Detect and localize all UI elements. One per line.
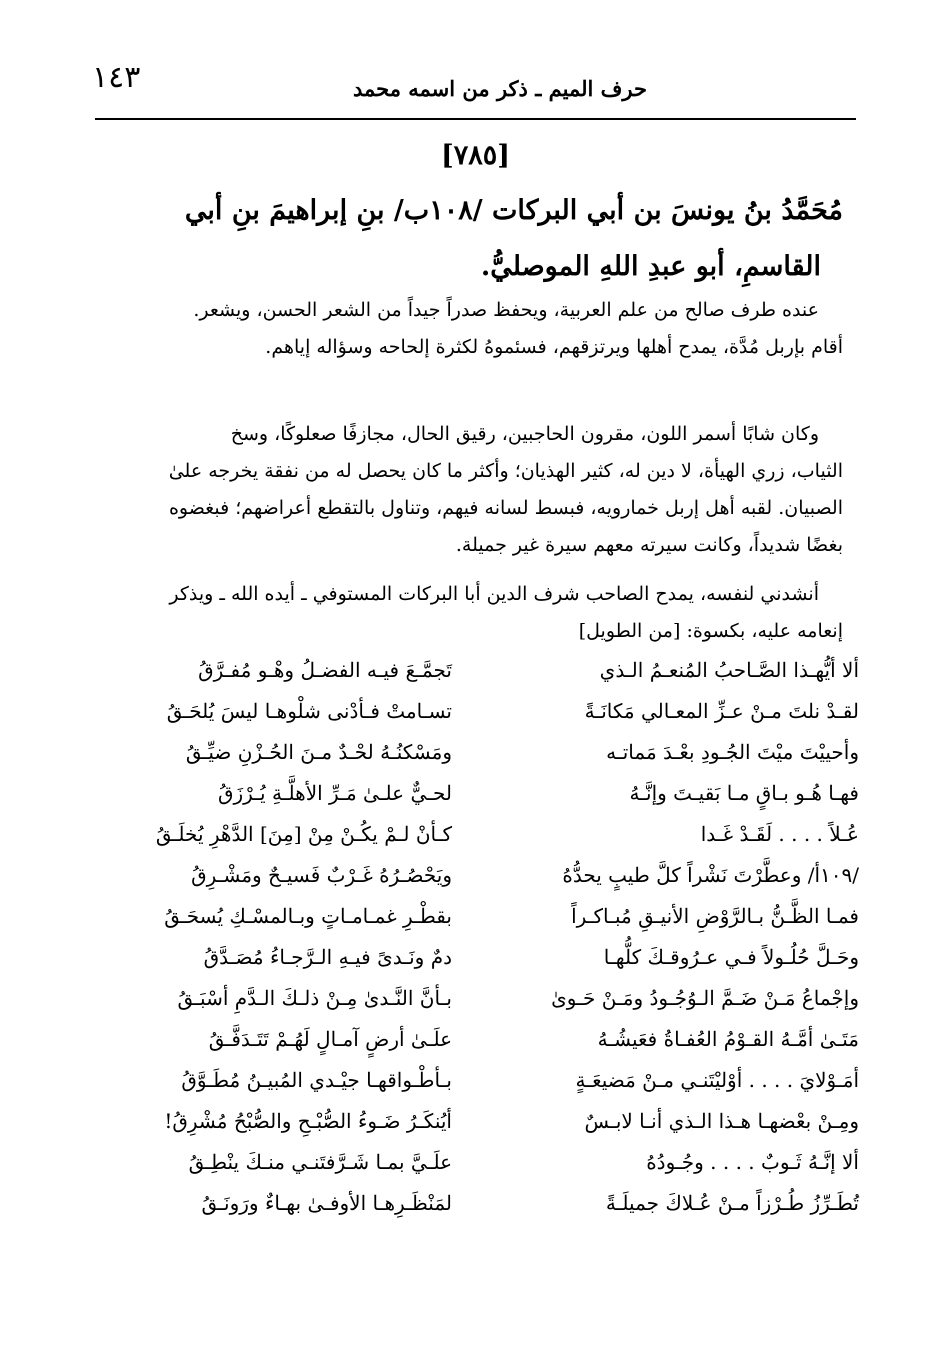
verse-first-hemistich: /١٠٩أ/ وعطَّرْتَ نَشْراً كلَّ طيبٍ يحدُّهُ [562,863,859,887]
verse-first-hemistich: فمـا الظَّـنُّ بـالرَّوْضِ الأنيـقِ مُبـاكـراً [571,904,859,928]
verse-first-hemistich: ومِـنْ بعْضهـا هـذا الـذي أنـا لابـسٌ [584,1109,859,1133]
poem-verse [92,945,859,986]
poem-verse [92,822,859,863]
verse-first-hemistich: ألا أيُّهـذا الصَّـاحبُ المُنعـمُ الـذي [599,658,859,682]
entry-heading-line: مُحَمَّدُ بنُ يونسَ بن أبي البركات /١٠٨ب/ بنِ إبراهيمَ بنِ أبي [184,195,843,226]
verse-first-hemistich: مَتَـىٰ أمَّـهُ القـوْمُ العُفـاةُ فعَيشُـهُ [597,1027,859,1051]
poem-verse [92,1191,859,1232]
poem-verse [92,904,859,945]
paragraph-poem-intro [96,576,843,650]
paragraph-description [96,416,843,564]
verse-second-hemistich: بقطْـرِ غمـامـاتٍ وبـالمسْـكِ يُسحَـقُ [164,904,452,928]
paragraph-line: بغضًا شديداً، وكانت سيرته معهم سيرة غير جميلة. [455,534,843,556]
entry-number: [٧٨٥] [440,140,511,171]
poem-verse [92,1109,859,1150]
verse-second-hemistich: لحـيٌّ علـىٰ مَـرِّ الأهلَّـةِ يُـرْزَقُ [217,781,452,805]
verse-first-hemistich: وإجْماعُ مَـنْ ضَـمَّ الـوُجُـودُ ومَـنْ حَـوىٰ [551,986,859,1010]
poem-verse [92,658,859,699]
header-divider [95,118,856,120]
verse-second-hemistich: تسـامتْ فـأدْنى شلْوهـا ليسَ يُلحَـقُ [166,699,452,723]
verse-first-hemistich: عُـلاً . . . . لَقَـدْ غَـدا [700,822,859,846]
entry-heading-line: القاسمِ، أبو عبدِ اللهِ الموصليُّ. [480,251,821,282]
poem-verse [92,699,859,740]
verse-second-hemistich: كـأنْ لـمْ يكُـنْ مِنْ [مِنَ] الدَّهْرِ يُخلَـقُ [155,822,452,846]
paragraph-line: أقام بإربل مُدَّة، يمدح أهلها ويرتزقهم، فسئموهُ لكثرة إلحاحه وسؤاله إياهم. [265,336,843,358]
verse-first-hemistich: فهـا هُـو بـاقٍ مـا بَقيـتَ وإنَّـهُ [629,781,859,805]
poem-verse [92,1027,859,1068]
paragraph-line: إنعامه عليه، بكسوة: [من الطويل] [578,620,843,642]
running-header: حرف الميم ـ ذكر من اسمه محمد [352,76,647,101]
verse-second-hemistich: ويَحْصُـرُهُ غَـرْبٌ فَسيـحٌ ومَشْـرِقُ [191,863,452,887]
verse-second-hemistich: ومَسْكنُـهُ لحْـدٌ مـنَ الحُـزْنِ ضيِّـقُ [185,740,452,764]
verse-first-hemistich: تُطَـرِّزُ طُـرْزاً مـنْ عُـلاكَ جميلَـةً [605,1191,859,1215]
poem-verse [92,1150,859,1191]
verse-first-hemistich: وحَـلَّ حُلُـولاً فـي عـرُوقـكَ كلُّهـا [603,945,859,969]
paragraph-line: الثياب، زري الهيأة، لا دين له، كثير الهذيان؛ وأكثر ما كان يحصل له من نفقة يخرجه علىٰ [168,460,843,482]
poem-verse [92,740,859,781]
poem-verse [92,781,859,822]
entry-heading [100,183,843,295]
page-number: ١٤٣ [92,60,141,95]
verse-first-hemistich: لقـدْ نلتَ مـنْ عـزِّ المعـالي مَكانَـةً [584,699,859,723]
paragraph-line: عنده طرف صالح من علم العربية، ويحفظ صدراً جيداً من الشعر الحسن، ويشعر. [193,299,819,321]
verse-first-hemistich: وأحييْتَ ميْتَ الجُـودِ بعْـدَ مَماتـه [606,740,859,764]
paragraph-line: وكان شابًا أسمر اللون، مقرون الحاجبين، رقيق الحال، مجازفًا صعلوكًا، وسخ [230,423,819,445]
paragraph-biography [96,292,843,366]
paragraph-line: أنشدني لنفسه، يمدح الصاحب شرف الدين أبا البركات المستوفي ـ أيده الله ـ ويذكر [169,583,819,605]
verse-second-hemistich: تَجمَّـعَ فيـه الفضـلُ وهْـو مُفـرَّقُ [198,658,452,682]
poem [92,658,859,1232]
verse-second-hemistich: بـأطْـواقهـا جيْـدي المُبيـنُ مُطَـوَّقُ [181,1068,452,1092]
verse-second-hemistich: لمَنْظَـرِهـا الأوفـىٰ بهـاءٌ ورَونَـقُ [201,1191,452,1215]
poem-verse [92,986,859,1027]
verse-second-hemistich: دمٌ ونَـدىً فيـهِ الـرَّجـاءُ مُصَـدَّقُ [203,945,452,969]
verse-second-hemistich: أيُنكَـرُ ضَـوءُ الصُّبْـحِ والصُّبْحُ مُشْرِقُ! [164,1109,452,1133]
verse-first-hemistich: ألا إنَّـهُ ثَـوبٌ . . . . وجُـودُهُ [646,1150,859,1174]
paragraph-line: الصبيان. لقبه أهل إربل خمارويه، فبسط لسانه فيهم، وتناول بالتقطع أعراضهم؛ فبغضوه [168,497,843,519]
poem-verse [92,863,859,904]
verse-second-hemistich: بـأنَّ النَّـدىٰ مِـنْ ذلـكَ الـدَّمِ أسْبَـقُ [177,986,452,1010]
verse-second-hemistich: علَـيَّ بمـا شَـرَّفتَنـي منـكَ ينْطِـقُ [188,1150,452,1174]
verse-first-hemistich: أمَـوْلايَ . . . . أوْليْتَنـي مـنْ مَضيعَـةٍ [575,1068,859,1092]
verse-second-hemistich: علَـىٰ أرضٍ آمـالٍ لَهُـمْ تَتَـدَفَّـقُ [208,1027,452,1051]
poem-verse [92,1068,859,1109]
